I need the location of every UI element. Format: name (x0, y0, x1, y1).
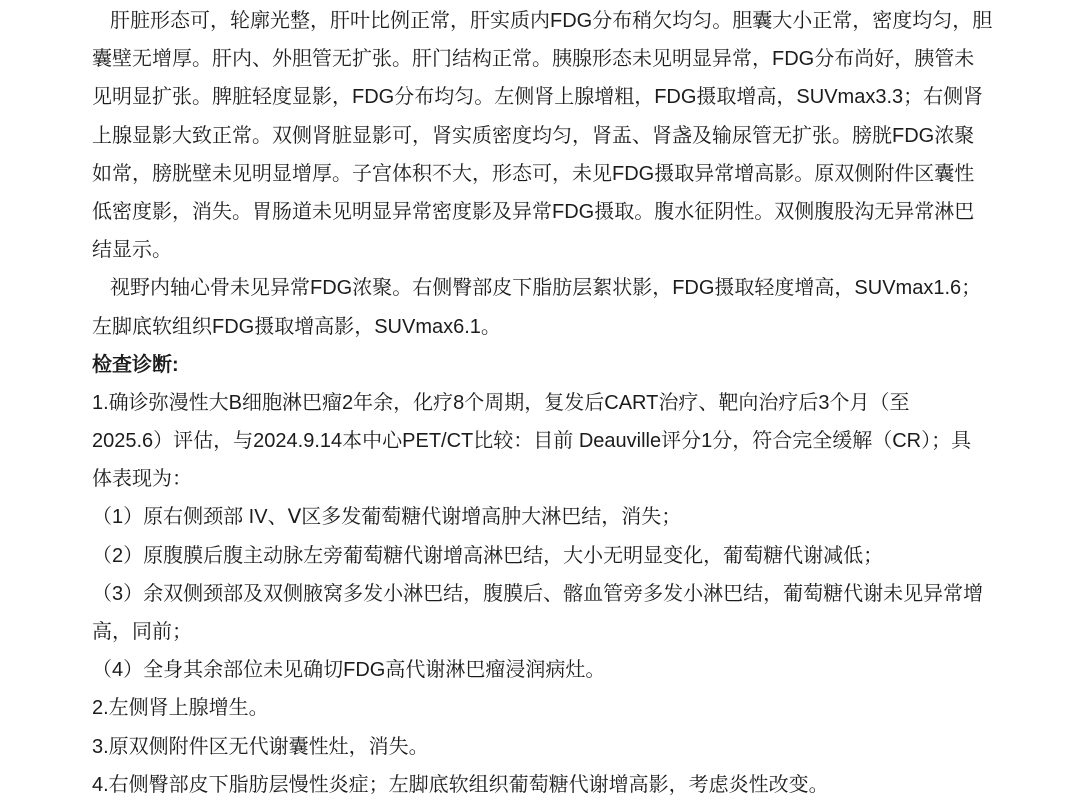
findings-line: 低密度影，消失。胃肠道未见明显异常密度影及异常FDG摄取。腹水征阴性。双侧腹股沟无异常淋巴 (92, 200, 975, 223)
diagnosis-item-1 (92, 384, 1052, 690)
diagnosis-subitem-2 (92, 537, 1052, 575)
diagnosis-item-2: 2.左侧肾上腺增生。 (92, 697, 269, 720)
diagnosis-subitem-line: （4）全身其余部位未见确切FDG高代谢淋巴瘤浸润病灶。 (92, 659, 606, 682)
findings-line: 上腺显影大致正常。双侧肾脏显影可，肾实质密度均匀，肾盂、肾盏及输尿管无扩张。膀胱FDG浓聚 (92, 124, 975, 147)
findings-line: 左脚底软组织FDG摄取增高影，SUVmax6.1。 (92, 315, 501, 338)
diagnosis-subitem-line: 高，同前； (92, 621, 192, 643)
findings-abdomen-paragraph (92, 2, 1052, 269)
diagnosis-subitem-1 (92, 498, 1052, 536)
report-document (92, 2, 1052, 804)
diagnosis-subitem-line: （2）原腹膜后腹主动脉左旁葡萄糖代谢增高淋巴结，大小无明显变化，葡萄糖代谢减低； (92, 544, 884, 567)
diagnosis-line: 体表现为： (92, 468, 192, 491)
diagnosis-item-4: 4.右侧臀部皮下脂肪层慢性炎症；左脚底软组织葡萄糖代谢增高影，考虑炎性改变。 (92, 773, 829, 796)
findings-line: 如常，膀胱壁未见明显增厚。子宫体积不大，形态可，未见FDG摄取异常增高影。原双侧附件区囊性 (92, 162, 975, 185)
findings-bone-soft-tissue-paragraph (92, 269, 1052, 345)
findings-line: 结显示。 (92, 239, 172, 262)
diagnosis-item-3: 3.原双侧附件区无代谢囊性灶，消失。 (92, 735, 429, 758)
findings-line: 视野内轴心骨未见异常FDG浓聚。右侧臀部皮下脂肪层絮状影，FDG摄取轻度增高，SUVmax1.6； (110, 277, 982, 300)
diagnosis-line: 2025.6）评估，与2024.9.14本中心PET/CT比较：目前 Deauville评分1分，符合完全缓解（CR）；具 (92, 430, 972, 453)
findings-line: 肝脏形态可，轮廓光整，肝叶比例正常，肝实质内FDG分布稍欠均匀。胆囊大小正常，密度均匀，胆 (110, 10, 993, 32)
diagnosis-heading: 检查诊断: (92, 353, 179, 376)
diagnosis-subitem-4 (92, 651, 1052, 689)
diagnosis-line: 1.确诊弥漫性大B细胞淋巴瘤2年余，化疗8个周期，复发后CART治疗、靶向治疗后3个月（至 (92, 391, 910, 414)
findings-line: 囊壁无增厚。肝内、外胆管无扩张。肝门结构正常。胰腺形态未见明显异常，FDG分布尚好，胰管未 (92, 48, 975, 71)
diagnosis-subitem-line: （3）余双侧颈部及双侧腋窝多发小淋巴结，腹膜后、髂血管旁多发小淋巴结，葡萄糖代谢未见异常增 (92, 582, 984, 605)
diagnosis-subitem-line: （1）原右侧颈部 IV、Ⅴ区多发葡萄糖代谢增高肿大淋巴结，消失； (92, 506, 682, 529)
diagnosis-subitem-3 (92, 575, 1052, 651)
findings-line: 见明显扩张。脾脏轻度显影，FDG分布均匀。左侧肾上腺增粗，FDG摄取增高，SUVmax3.3；右侧肾 (92, 86, 984, 109)
